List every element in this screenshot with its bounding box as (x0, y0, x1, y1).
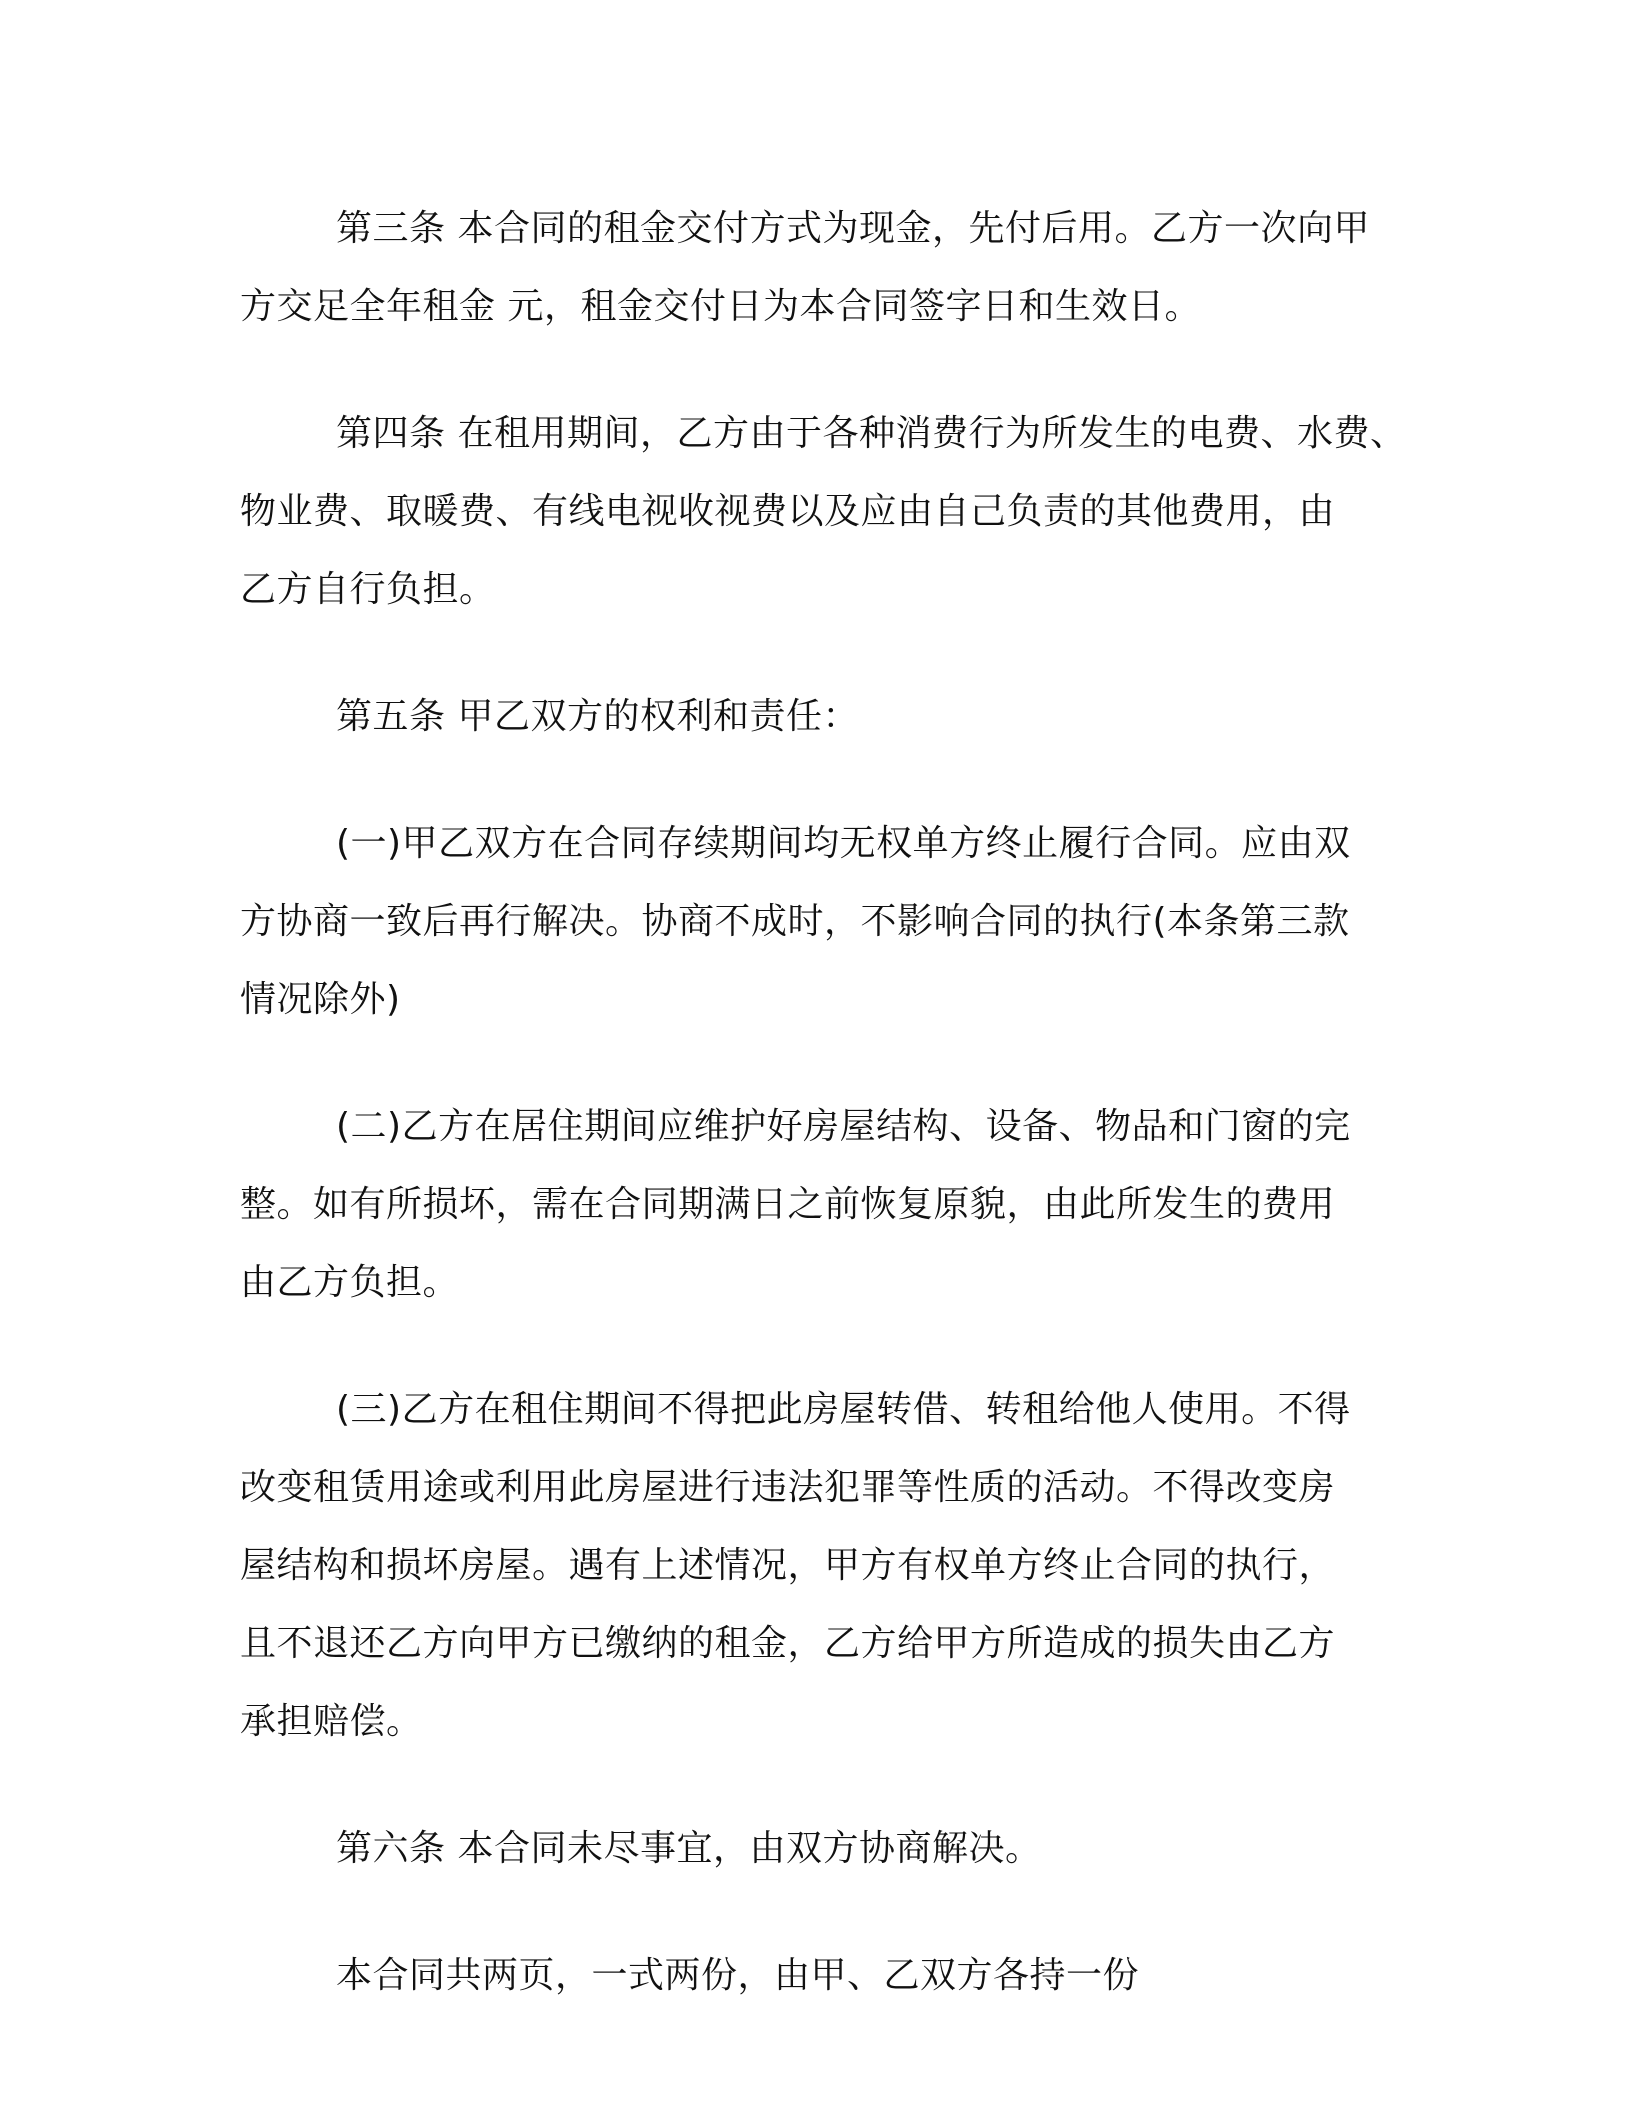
text-line: 改变租赁用途或利用此房屋进行违法犯罪等性质的活动。不得改变房 (240, 1467, 1336, 1508)
text-line: 屋结构和损坏房屋。遇有上述情况，甲方有权单方终止合同的执行， (240, 1545, 1336, 1586)
text-line: 方交足全年租金 元，租金交付日为本合同签字日和生效日。 (240, 286, 1201, 327)
document-body (240, 190, 1410, 2064)
text-line: 方协商一致后再行解决。协商不成时，不影响合同的执行(本条第三款 (240, 901, 1350, 942)
text-line: 第五条 甲乙双方的权利和责任： (336, 696, 859, 737)
article-5-item-3-paragraph (240, 1371, 1410, 1761)
text-line: 第四条 在租用期间，乙方由于各种消费行为所发生的电费、水费、 (336, 413, 1407, 454)
text-line: (二)乙方在居住期间应维护好房屋结构、设备、物品和门窗的完 (336, 1106, 1351, 1147)
article-4-paragraph (240, 395, 1410, 629)
text-line: 乙方自行负担。 (240, 569, 496, 610)
article-6-paragraph (240, 1810, 1410, 1888)
closing-paragraph (240, 1937, 1410, 2015)
article-5-item-1-paragraph (240, 805, 1410, 1039)
article-3-paragraph (240, 190, 1410, 346)
text-line: 且不退还乙方向甲方已缴纳的租金，乙方给甲方所造成的损失由乙方 (240, 1623, 1336, 1664)
text-line: (一)甲乙双方在合同存续期间均无权单方终止履行合同。应由双 (336, 823, 1351, 864)
text-line: 承担赔偿。 (240, 1701, 423, 1742)
article-5-heading (240, 678, 1410, 756)
text-line: 由乙方负担。 (240, 1262, 460, 1303)
article-5-item-2-paragraph (240, 1088, 1410, 1322)
text-line: 第三条 本合同的租金交付方式为现金，先付后用。乙方一次向甲 (336, 208, 1370, 249)
text-line: (三)乙方在租住期间不得把此房屋转借、转租给他人使用。不得 (336, 1389, 1351, 1430)
text-line: 第六条 本合同未尽事宜，由双方协商解决。 (336, 1828, 1042, 1869)
text-line: 物业费、取暖费、有线电视收视费以及应由自己负责的其他费用，由 (240, 491, 1336, 532)
text-line: 整。如有所损坏，需在合同期满日之前恢复原貌，由此所发生的费用 (240, 1184, 1336, 1225)
text-line: 情况除外) (240, 979, 401, 1020)
text-line: 本合同共两页，一式两份，由甲、乙双方各持一份 (336, 1955, 1140, 1996)
